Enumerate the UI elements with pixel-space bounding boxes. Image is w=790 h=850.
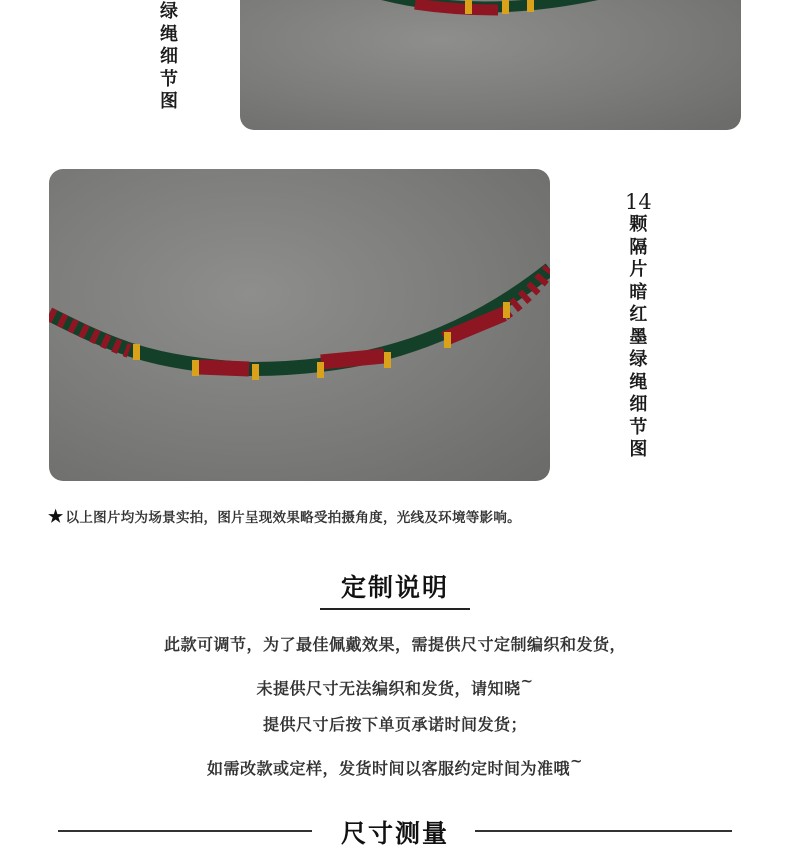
gold-bead [503,302,510,318]
gold-bead [192,360,199,376]
bead-count: 14 [625,190,652,214]
bracelet-rope-detail-image [240,0,741,130]
custom-line: 如需改款或定样，发货时间以客服约定时间为准哦~ [206,752,584,778]
caption-char: 节 [160,68,178,90]
caption-char: 节 [629,416,648,438]
gold-bead [502,0,509,14]
custom-section-title [0,568,790,610]
caption-char: 图 [160,91,178,112]
tilde-mark: ~ [569,752,584,770]
caption-char: 细 [160,46,178,67]
gold-bead [133,344,140,360]
caption-char: 绳 [160,23,178,45]
star-icon: ★ [48,507,64,527]
caption-char: 颗 [629,214,648,235]
bracelet-rope-detail-image [49,169,550,481]
top-bracelet-photo [240,0,741,130]
size-section-title: 尺寸测量 [340,819,449,848]
caption-char: 墨 [629,326,648,348]
second-vertical-caption [625,190,652,462]
disclaimer-text: 以上图片均为场景实拍，图片呈现效果略受拍摄角度，光线及环境等影响。 [65,510,521,526]
caption-char: 暗 [629,281,648,303]
gold-bead [317,362,324,378]
custom-line: 未提供尺寸无法编织和发货，请知晓~ [256,672,534,698]
custom-line: 提供尺寸后按下单页承诺时间发货； [262,715,527,734]
caption-char: 细 [629,394,648,415]
gold-bead [527,0,534,12]
photo-disclaimer [48,506,521,527]
gold-bead [465,0,472,14]
top-vertical-caption [160,1,178,114]
gold-bead [444,332,451,348]
caption-char: 片 [629,259,648,280]
tilde-mark: ~ [520,672,534,690]
section-title-text: 定制说明 [340,573,449,602]
custom-line: 此款可调节，为了最佳佩戴效果，需提供尺寸定制编织和发货， [163,635,626,654]
caption-char: 隔 [629,236,648,258]
main-bracelet-photo [49,169,550,481]
gold-bead [252,364,259,380]
caption-char: 红 [629,304,648,325]
caption-char: 绿 [629,349,648,370]
caption-char: 绿 [160,1,178,22]
caption-char: 图 [629,439,648,460]
title-underline [320,608,470,610]
caption-char: 绳 [629,371,648,393]
gold-bead [384,352,391,368]
